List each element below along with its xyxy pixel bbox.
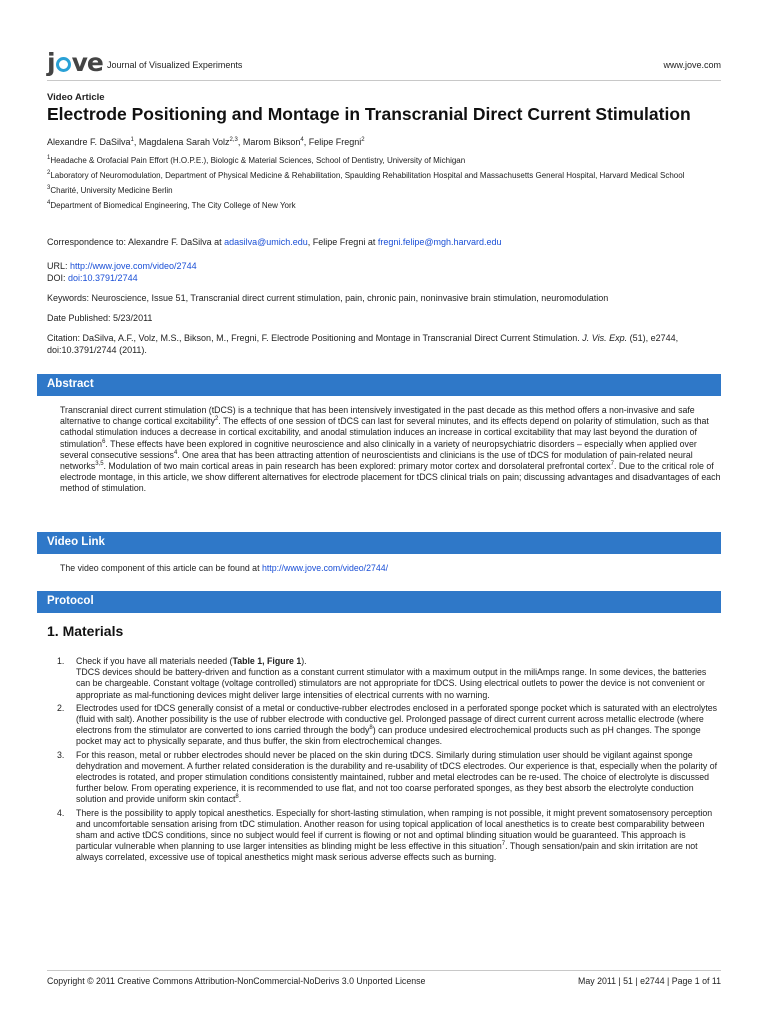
section-abstract-header: Abstract xyxy=(37,374,721,396)
affiliation: $^3$Charité, University Medicine Berlin xyxy=(47,185,173,195)
journal-header xyxy=(47,48,721,78)
journal-name: Journal of Visualized Experiments xyxy=(107,60,243,70)
citation: Citation: DaSilva, A.F., Volz, M.S., Bikson, M., Fregni, F. Electrode Positioning and Montage in Transcranial Direct Current Stimulation. J. Vis. Exp. (51), e2744, doi:10.3791/2744 (2011). xyxy=(47,333,679,355)
article-type: Video Article xyxy=(47,92,105,103)
affiliation: $^1$Headache & Orofacial Pain Effort (H.O.P.E.), Biologic & Material Sciences, School of Dentistry, University of Michigan xyxy=(47,155,466,165)
abstract-text: Transcranial direct current stimulation (tDCS) is a technique that has been intensively investigated in the past decade as this method offers a non-invasive and safe alternative to change cortical excitability$^2$. The effects of one session of tDCS can last for several minutes, and its effects depend on polarity of stimulation, such as that cathodal stimulation induces a decrease in cortical excitability, and anodal stimulation induces an increase in cortical excitability that may last beyond the duration of stimulation$^6$. These effects have been explored in cognitive neuroscience and also clinically in a variety of neuropsychiatric disorders – especially when applied over several consecutive sessions$^4$. One area that has been attracting attention of neuroscientists and clinicians is the use of tDCS for modulation of pain-related neural networks$^{3,5}$. Modulation of two main cortical areas in pain research has been explored: primary motor cortex and dorsolateral prefrontal cortex$^7$. Due to the critical role of electrode montage, in this article, we show different alternatives for electrode placement for tDCS clinical trials on pain; discussing advantages and disadvantages of each method of stimulation. xyxy=(60,405,721,494)
url-line: URL: http://www.jove.com/video/2744 xyxy=(47,261,197,271)
author-sup: 2,3 xyxy=(229,137,238,143)
materials-heading: 1. Materials xyxy=(47,623,124,639)
list-item: 4. There is the possibility to apply topical anesthetics. Especially for short-lasting stimulation, when ramping is not possible, it might prevent somatosensory perception and uncomfortable sensation arising from tDC stimulation. Another reason for using topical application of local anesthetics is to create best comparability between sham and active tDCS conditions, since no subject would feel if current is flowing or not and optimal blinding situation would be guaranteed. This approach is particular vulnerable when planning to use larger intensities as blinding might be less effective in this situation$^7$. Though sensation/pain and skin irritation are not always correlated, excessive use of topical anesthetics might mask serious adverse effects such as burning. xyxy=(57,807,713,863)
article-url-link[interactable]: http://www.jove.com/video/2744 xyxy=(70,261,197,271)
doi-link[interactable]: doi:10.3791/2744 xyxy=(68,273,138,283)
author-name: Marom Bikson xyxy=(242,137,301,147)
list-item: 1. Check if you have all materials needed (Table 1, Figure 1). TDCS devices should be battery-driven and function as a constant current stimulator with a maximum output in the miliAmps range. In some devices, the batteries can be chargeable. Constant voltage (voltage controlled) stimulators are not appropriate for tDCS. Using electrical outlets to power the device is not convenient or appropriate as mal-functioning devices might deliver large intensities of electrical currents with no warning. xyxy=(57,656,707,700)
footer-copyright: Copyright © 2011 Creative Commons Attribution-NonCommercial-NoDerivs 3.0 Unported License xyxy=(47,976,426,986)
list-item: 3. For this reason, metal or rubber electrodes should never be placed on the skin during tDCS. Similarly during stimulation user should be vigilant against sponge dehydration and movement. A further related consideration is the durability and re-usability of tDCS electrodes. Our experience is that, especially when the polarity of electrodes is rotated, and proper stimulation conditions consistently maintained, rubber and metal electrodes can be re-used. The choice of electrolyte is discussed further below. From operating experience, it is recommended to use flat, and not too coarse perforated sponges, as they best absorb the electrolyte conduction solution and provide uniform skin contact$^8$. xyxy=(57,749,718,805)
email-link[interactable]: adasilva@umich.edu xyxy=(224,237,308,247)
doi-line: DOI: doi:10.3791/2744 xyxy=(47,273,138,283)
author-sup: 4 xyxy=(300,137,304,143)
keywords: Keywords: Neuroscience, Issue 51, Transcranial direct current stimulation, pain, chronic pain, noninvasive brain stimulation, neuromodulation xyxy=(47,293,609,303)
affiliations xyxy=(47,155,721,215)
footer-page-info: May 2011 | 51 | e2744 | Page 1 of 11 xyxy=(578,976,721,986)
jove-logo[interactable]: j ve xyxy=(47,48,103,77)
correspondence: Correspondence to: Alexandre F. DaSilva at adasilva@umich.edu, Felipe Fregni at fregni.felipe@mgh.harvard.edu xyxy=(47,237,502,247)
video-link[interactable]: http://www.jove.com/video/2744/ xyxy=(261,563,389,573)
video-link-text: The video component of this article can be found at http://www.jove.com/video/2744/ xyxy=(60,563,389,573)
section-video-link-header: Video Link xyxy=(37,532,721,554)
header-divider xyxy=(47,80,721,81)
article-title: Electrode Positioning and Montage in Transcranial Direct Current Stimulation xyxy=(47,104,691,124)
affiliation: $^4$Department of Biomedical Engineering, The City College of New York xyxy=(47,200,296,210)
author-name: Magdalena Sarah Volz xyxy=(138,137,230,147)
affiliation: $^2$Laboratory of Neuromodulation, Department of Physical Medicine & Rehabilitation, Spaulding Rehabilitation Hospital and Massachusetts General Hospital, Harvard Medical School xyxy=(47,170,685,180)
site-link[interactable]: www.jove.com xyxy=(663,60,721,70)
materials-list xyxy=(57,656,721,866)
author-name: Alexandre F. DaSilva xyxy=(47,137,131,147)
author-name: Felipe Fregni xyxy=(308,137,362,147)
footer-divider xyxy=(47,970,721,971)
email-link[interactable]: fregni.felipe@mgh.harvard.edu xyxy=(377,237,502,247)
author-list: Alexandre F. DaSilva$^1$, Magdalena Sarah Volz$^{2,3}$, Marom Bikson$^4$, Felipe Fregni$^2$ xyxy=(47,137,365,147)
author-sup: 1 xyxy=(130,137,134,143)
logo-ring-icon xyxy=(56,57,71,72)
date-published: Date Published: 5/23/2011 xyxy=(47,313,153,323)
section-protocol-header: Protocol xyxy=(37,591,721,613)
author-sup: 2 xyxy=(361,137,365,143)
list-item: 2. Electrodes used for tDCS generally consist of a metal or conductive-rubber electrodes enclosed in a perforated sponge pocket which is saturated with an electrolytes (fluid with salt). Another possibility is the use of rubber electrode with conductive gel. Prolonged passage of direct current current across metallic electrode (where electrons from the stimulator are converted to ions carried through the body$^8$) can produce undesired electrochemical products such as pH changes. The sponge pocket may act to physically separate, and thus buffer, the skin from electrochemical changes. xyxy=(57,702,718,747)
